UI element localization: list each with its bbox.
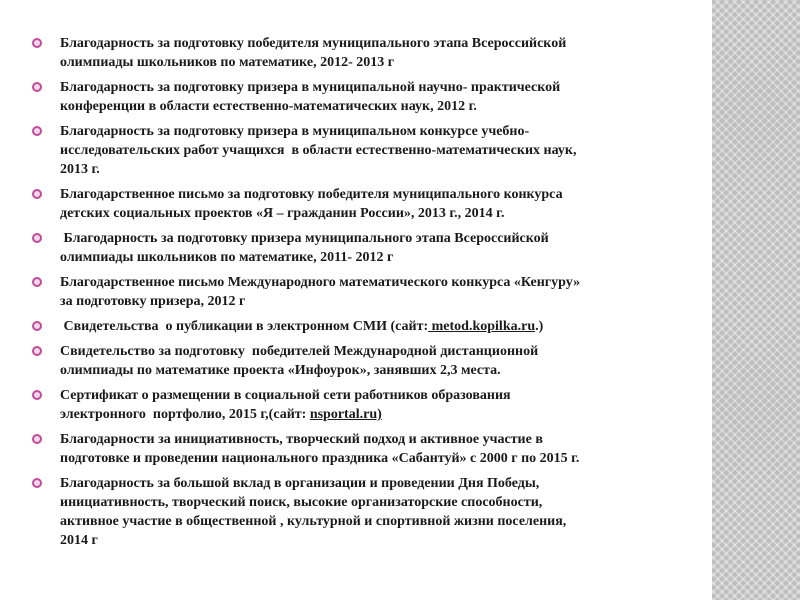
ring-bullet-icon — [32, 38, 42, 48]
item-text-line: конференции в области естественно-математических наук, 2012 г. — [60, 99, 477, 114]
list-item — [32, 273, 672, 311]
item-text-line: исследовательских работ учащихся в области естественно-математических наук, — [60, 143, 577, 158]
ring-bullet-icon — [32, 277, 42, 287]
ring-bullet-icon — [32, 434, 42, 444]
item-text-line: Сертификат о размещении в социальной сети работников образования — [60, 388, 511, 403]
ring-bullet-icon — [32, 478, 42, 488]
list-item — [32, 430, 672, 468]
list-item — [32, 474, 672, 550]
site-link-nsportal[interactable]: nsportal.ru) — [309, 407, 382, 422]
item-text-line: Благодарность за подготовку призера в муниципальной научно- практической — [60, 80, 561, 95]
item-text: Свидетельства о публикации в электронном СМИ (сайт: — [60, 319, 429, 334]
item-text-line: инициативность, творческий поиск, высокие организаторские способности, — [60, 495, 543, 510]
item-text-line — [60, 317, 672, 336]
decorative-side-band — [712, 0, 800, 600]
ring-bullet-icon — [32, 82, 42, 92]
ring-bullet-icon — [32, 390, 42, 400]
list-item — [32, 185, 672, 223]
ring-bullet-icon — [32, 346, 42, 356]
item-text: .) — [535, 319, 544, 334]
item-text-line: детских социальных проектов «Я – гражданин России», 2013 г., 2014 г. — [60, 206, 505, 221]
item-text-line: подготовке и проведении национального праздника «Сабантуй» с 2000 г по 2015 г. — [60, 451, 580, 466]
item-text-line: за подготовку призера, 2012 г — [60, 294, 246, 309]
item-text-line: Благодарность за большой вклад в организации и проведении Дня Победы, — [60, 476, 540, 491]
item-text-line: олимпиады по математике проекта «Инфоурок», занявших 2,3 места. — [60, 363, 501, 378]
item-text-line: Благодарственное письмо Международного математического конкурса «Кенгуру» — [60, 275, 581, 290]
item-text-line: активное участие в общественной , культурной и спортивной жизни поселения, — [60, 514, 567, 529]
item-text-line: Благодарность за подготовку призера в муниципальном конкурсе учебно- — [60, 124, 530, 139]
item-text-line: олимпиады школьников по математике, 2011- 2012 г — [60, 250, 394, 265]
item-text-line: Благодарность за подготовку призера муниципального этапа Всероссийской — [60, 231, 549, 246]
item-text: электронного портфолио, 2015 г,(сайт: — [60, 407, 310, 422]
item-text-line — [60, 405, 672, 424]
item-text-line: Благодарственное письмо за подготовку победителя муниципального конкурса — [60, 187, 563, 202]
site-link-metod-kopilka[interactable]: metod.kopilka.ru — [428, 319, 536, 334]
list-item — [32, 229, 672, 267]
list-item — [32, 386, 672, 424]
ring-bullet-icon — [32, 189, 42, 199]
list-item — [32, 34, 672, 72]
list-item — [32, 78, 672, 116]
item-text-line: Благодарности за инициативность, творческий подход и активное участие в — [60, 432, 543, 447]
item-text-line: Свидетельство за подготовку победителей Международной дистанционной — [60, 344, 539, 359]
item-text-line: 2014 г — [60, 533, 98, 548]
list-item — [32, 342, 672, 380]
ring-bullet-icon — [32, 126, 42, 136]
achievements-list — [32, 34, 672, 556]
list-item — [32, 122, 672, 179]
item-text-line: олимпиады школьников по математике, 2012- 2013 г — [60, 55, 395, 70]
ring-bullet-icon — [32, 233, 42, 243]
item-text-line: Благодарность за подготовку победителя муниципального этапа Всероссийской — [60, 36, 567, 51]
list-item — [32, 317, 672, 336]
item-text-line: 2013 г. — [60, 162, 100, 177]
ring-bullet-icon — [32, 321, 42, 331]
